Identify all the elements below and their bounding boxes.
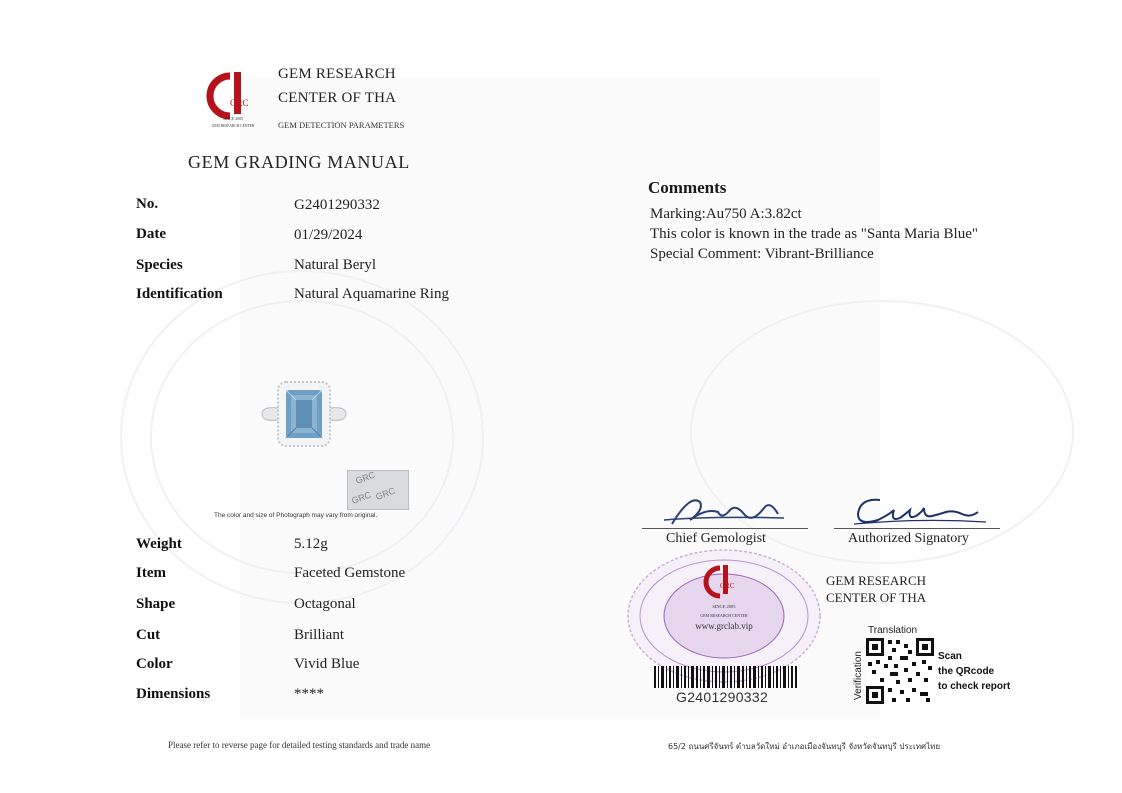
page-title: GEM GRADING MANUAL — [188, 152, 410, 172]
barcode-number: G2401290332 — [676, 689, 769, 705]
field-value-identification: Natural Aquamarine Ring — [294, 286, 449, 302]
logo-since: SINCE 2005 — [222, 116, 244, 121]
org-name-line2: CENTER OF THA — [278, 90, 397, 106]
field-label-identification: Identification — [136, 286, 223, 302]
field-label-cut: Cut — [136, 627, 161, 643]
field-value-shape: Octagonal — [294, 596, 356, 612]
seal-website: www.grclab.vip — [695, 621, 753, 631]
comment-line-marking: Marking:Au750 A:3.82ct — [650, 206, 802, 222]
org-subtitle: GEM DETECTION PARAMETERS — [278, 120, 405, 130]
authorized-signatory-label: Authorized Signatory — [848, 531, 969, 546]
field-value-item: Faceted Gemstone — [294, 565, 406, 581]
seal-text: GRC — [720, 582, 735, 590]
comments-title: Comments — [648, 178, 727, 197]
translation-label: Translation — [868, 625, 918, 636]
comment-line-special: Special Comment: Vibrant-Brilliance — [650, 246, 874, 262]
field-value-cut: Brilliant — [294, 627, 344, 643]
hologram-text-3: GRC — [350, 489, 373, 506]
hologram-text-2: GRC — [374, 485, 397, 502]
field-label-dimensions: Dimensions — [136, 686, 211, 702]
scan-line-2: the QRcode — [938, 666, 995, 677]
chief-gemologist-label: Chief Gemologist — [666, 531, 766, 546]
barcode — [654, 666, 798, 688]
logo-caption: GEM RESEARCH CENTER — [211, 124, 255, 128]
field-label-item: Item — [136, 565, 166, 581]
official-seal — [624, 546, 824, 686]
field-label-weight: Weight — [136, 536, 182, 552]
field-value-species: Natural Beryl — [294, 257, 377, 273]
field-value-dimensions: **** — [294, 686, 324, 702]
logo-text: GRC — [230, 98, 249, 108]
footer-address: 65/2 ถนนศรีจันทร์ ตำบลวัดใหม่ อำเภอเมืองจันทบุรี จังหวัดจันทบุรี ประเทศไทย — [668, 742, 941, 751]
scan-line-3: to check report — [938, 681, 1011, 692]
hologram-text-1: GRC — [354, 470, 377, 486]
field-label-species: Species — [136, 257, 183, 273]
footer-reverse-note: Please refer to reverse page for detailed testing standards and trade name — [168, 740, 431, 750]
hologram-sticker — [347, 470, 409, 510]
field-value-no: G2401290332 — [294, 197, 380, 213]
photo-disclaimer: The color and size of Photograph may vary from original. — [214, 512, 378, 519]
field-value-color: Vivid Blue — [294, 656, 360, 672]
field-value-weight: 5.12g — [294, 536, 328, 552]
field-value-date: 01/29/2024 — [294, 227, 363, 243]
ring-photo — [258, 376, 350, 452]
grc-logo — [200, 66, 266, 130]
field-label-shape: Shape — [136, 596, 176, 612]
seal-caption: GEM RESEARCH CENTER — [700, 613, 748, 618]
authorized-signature — [850, 488, 990, 532]
verification-label: Verification — [852, 651, 864, 700]
signature-line-authorized — [834, 528, 1000, 529]
comment-line-trade-color: This color is known in the trade as "Santa Maria Blue" — [650, 226, 979, 242]
chief-gemologist-signature — [660, 490, 790, 532]
scan-line-1: Scan — [938, 651, 962, 662]
org-block-line2: CENTER OF THA — [826, 590, 927, 605]
field-label-color: Color — [136, 656, 173, 672]
org-name-line1: GEM RESEARCH — [278, 66, 396, 82]
field-label-no: No. — [136, 196, 159, 212]
qr-code[interactable] — [866, 638, 934, 704]
seal-since: SINCE 2005 — [712, 604, 736, 609]
field-label-date: Date — [136, 226, 166, 242]
org-block-line1: GEM RESEARCH — [826, 573, 927, 588]
signature-line-chief — [642, 528, 808, 529]
